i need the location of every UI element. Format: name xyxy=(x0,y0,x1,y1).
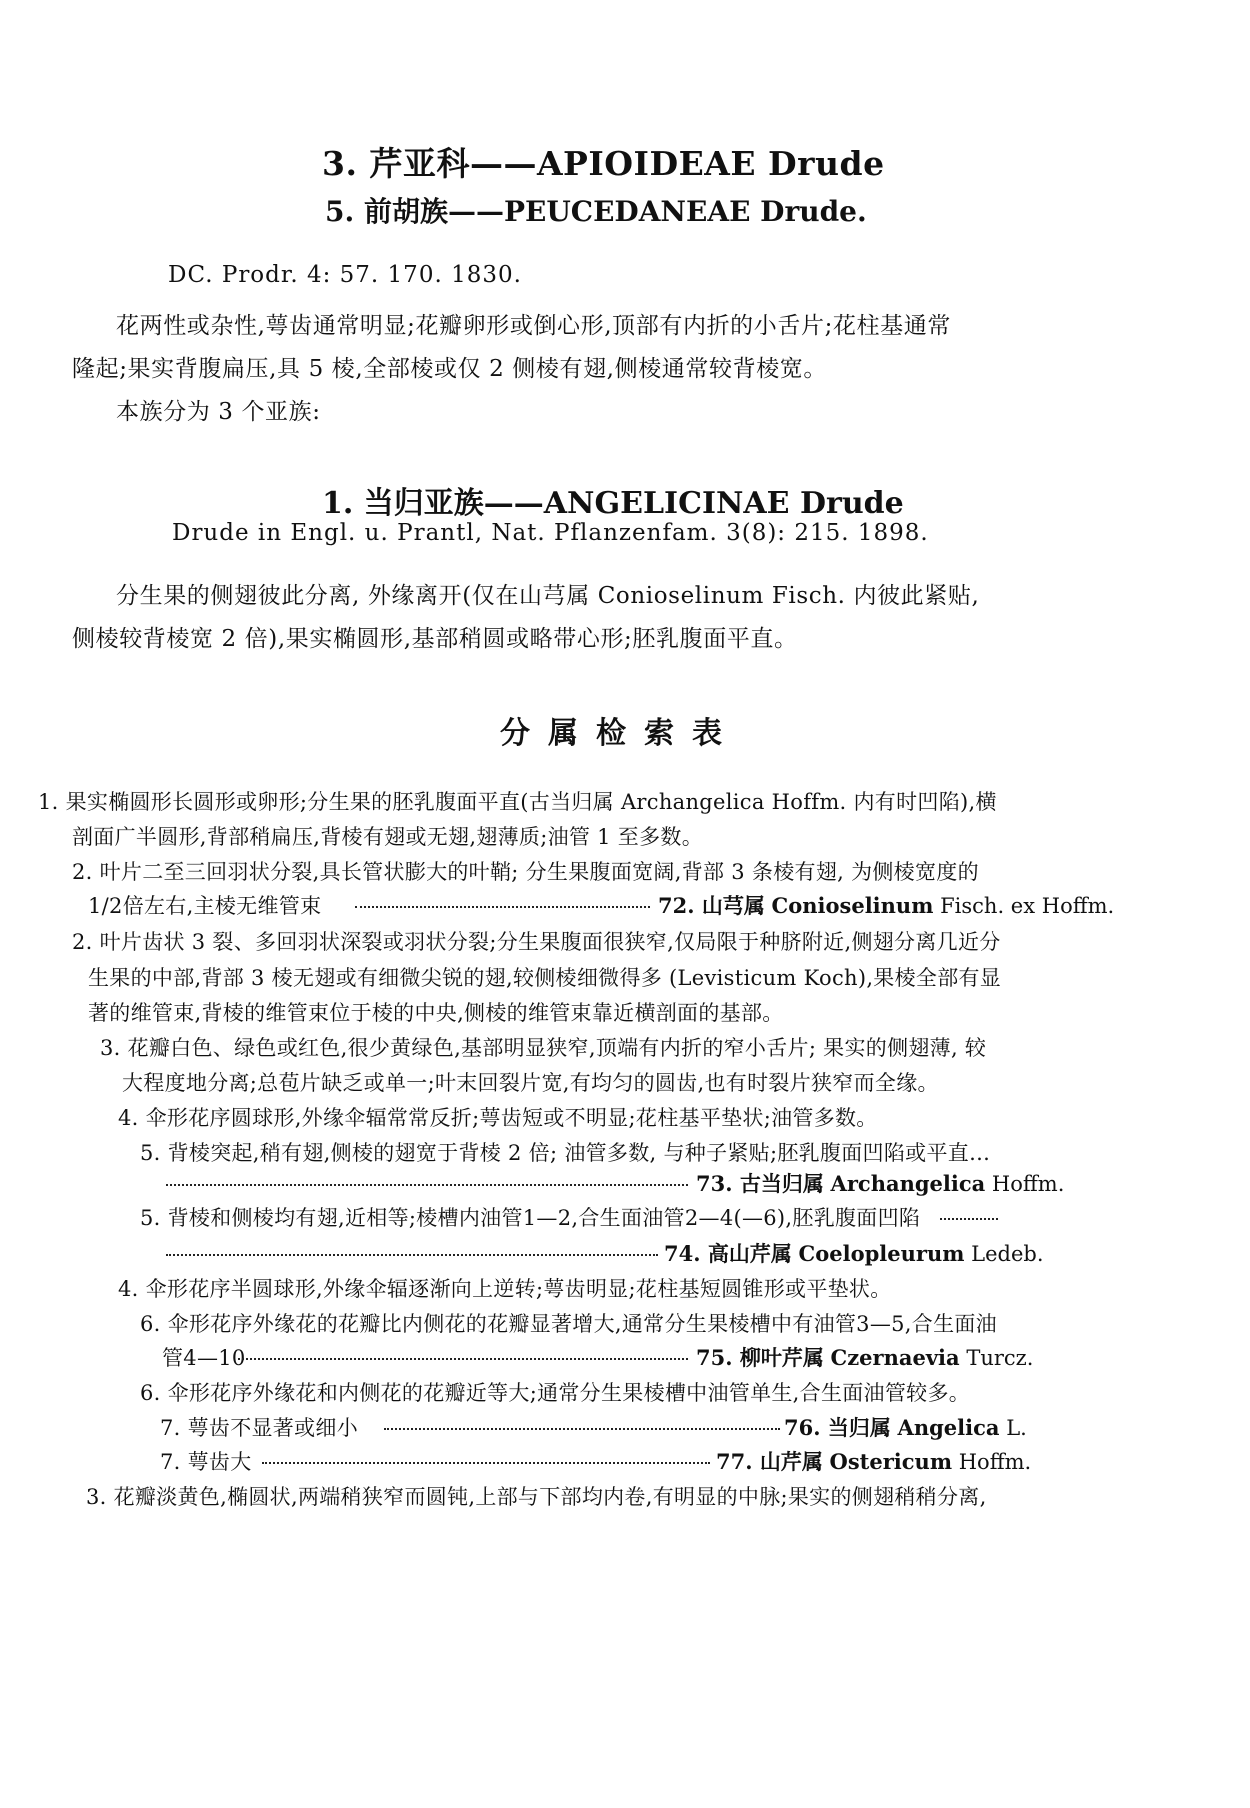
genus-number: 73. 古当归属 xyxy=(696,1171,824,1196)
key-line-1: 1. 果实椭圆形长圆形或卵形;分生果的胚乳腹面平直(古当归属 Archangelica Hoffm. 内有时凹陷),横 xyxy=(38,790,997,814)
genus-number: 72. 山芎属 xyxy=(658,893,765,918)
key-line-11: 5. 背棱突起,稍有翅,侧棱的翅宽于背棱 2 倍; 油管多数, 与种子紧贴;胚乳腹面凹陷或平直… xyxy=(140,1141,991,1165)
key-line-8: 3. 花瓣白色、绿色或红色,很少黄绿色,基部明显狭窄,顶端有内折的窄小舌片; 果实的侧翅薄, 较 xyxy=(100,1036,987,1060)
genus-latin: Ostericum xyxy=(829,1449,953,1474)
genus-73 xyxy=(696,1168,1064,1198)
leader-dots xyxy=(238,1358,688,1360)
genus-latin: Angelica xyxy=(897,1415,1000,1440)
key-line-19: 3. 花瓣淡黄色,椭圆状,两端稍狭窄而圆钝,上部与下部均内卷,有明显的中脉;果实的侧翅稍稍分离, xyxy=(86,1485,987,1509)
subtribe-description-line-2: 侧棱较背棱宽 2 倍),果实椭圆形,基部稍圆或略带心形;胚乳腹面平直。 xyxy=(72,626,798,652)
key-line-3: 2. 叶片二至三回羽状分裂,具长管状膨大的叶鞘; 分生果腹面宽阔,背部 3 条棱有翅, 为侧棱宽度的 xyxy=(72,860,979,884)
genus-74 xyxy=(664,1238,1044,1268)
genus-latin: Conioselinum xyxy=(771,893,934,918)
leader-dots xyxy=(166,1254,658,1256)
tribe-citation: DC. Prodr. 4: 57. 170. 1830. xyxy=(168,262,522,288)
genus-author: Turcz. xyxy=(966,1346,1034,1370)
key-line-4: 1/2倍左右,主棱无维管束 xyxy=(88,894,322,918)
genus-number: 77. 山芹属 xyxy=(716,1449,823,1474)
genus-latin: Archangelica xyxy=(830,1171,986,1196)
leader-dots xyxy=(940,1218,998,1220)
key-line-18: 7. 萼齿大 xyxy=(160,1450,252,1474)
key-line-6: 生果的中部,背部 3 棱无翅或有细微尖锐的翅,较侧棱细微得多 (Levisticum Koch),果棱全部有显 xyxy=(88,966,1002,990)
key-title: 分属检索表 xyxy=(500,716,740,751)
genus-latin: Czernaevia xyxy=(830,1345,960,1370)
genus-author: Hoffm. xyxy=(991,1172,1065,1196)
subtribe-heading: 1. 当归亚族——ANGELICINAE Drude xyxy=(322,486,904,521)
genus-author: L. xyxy=(1006,1416,1027,1440)
key-line-2: 剖面广半圆形,背部稍扁压,背棱有翅或无翅,翅薄质;油管 1 至多数。 xyxy=(72,825,704,849)
genus-77 xyxy=(716,1446,1031,1476)
key-line-13: 4. 伞形花序半圆球形,外缘伞辐逐渐向上逆转;萼齿明显;花柱基短圆锥形或平垫状。 xyxy=(118,1277,892,1301)
genus-author: Hoffm. xyxy=(958,1450,1032,1474)
key-line-17: 7. 萼齿不显著或细小 xyxy=(160,1416,359,1440)
tribe-description-line-1: 花两性或杂性,萼齿通常明显;花瓣卵形或倒心形,顶部有内折的小舌片;花柱基通常 xyxy=(116,313,951,339)
subtribe-description-line-1: 分生果的侧翅彼此分离, 外缘离开(仅在山芎属 Conioselinum Fisch. 内彼此紧贴, xyxy=(116,583,980,609)
leader-dots xyxy=(384,1428,780,1430)
key-line-15: 管4—10 xyxy=(162,1346,246,1370)
key-line-5: 2. 叶片齿状 3 裂、多回羽状深裂或羽状分裂;分生果腹面很狭窄,仅局限于种脐附近,侧翅分离几近分 xyxy=(72,930,1001,954)
genus-number: 75. 柳叶芹属 xyxy=(696,1345,824,1370)
key-line-12: 5. 背棱和侧棱均有翅,近相等;棱槽内油管1—2,合生面油管2—4(—6),胚乳腹面凹陷 xyxy=(140,1206,921,1230)
genus-72 xyxy=(658,890,1114,920)
tribe-description-line-2: 隆起;果实背腹扁压,具 5 棱,全部棱或仅 2 侧棱有翅,侧棱通常较背棱宽。 xyxy=(72,356,827,382)
tribe-heading: 5. 前胡族——PEUCEDANEAE Drude. xyxy=(325,195,867,228)
key-line-10: 4. 伞形花序圆球形,外缘伞辐常常反折;萼齿短或不明显;花柱基平垫状;油管多数。 xyxy=(118,1106,878,1130)
tribe-description-line-3: 本族分为 3 个亚族: xyxy=(116,399,321,425)
genus-75 xyxy=(696,1342,1033,1372)
key-line-9: 大程度地分离;总苞片缺乏或单一;叶末回裂片宽,有均匀的圆齿,也有时裂片狭窄而全缘。 xyxy=(122,1071,939,1095)
leader-dots xyxy=(355,906,650,908)
leader-dots xyxy=(262,1462,710,1464)
leader-dots xyxy=(166,1184,688,1186)
key-line-7: 著的维管束,背棱的维管束位于棱的中央,侧棱的维管束靠近横剖面的基部。 xyxy=(88,1001,784,1025)
key-line-16: 6. 伞形花序外缘花和内侧花的花瓣近等大;通常分生果棱槽中油管单生,合生面油管较多。 xyxy=(140,1381,971,1405)
genus-76 xyxy=(784,1412,1027,1442)
genus-number: 74. 高山芹属 xyxy=(664,1241,792,1266)
subfamily-heading: 3. 芹亚科——APIOIDEAE Drude xyxy=(322,144,885,183)
genus-latin: Coelopleurum xyxy=(798,1241,965,1266)
genus-author: Fisch. ex Hoffm. xyxy=(940,894,1115,918)
key-line-14: 6. 伞形花序外缘花的花瓣比内侧花的花瓣显著增大,通常分生果棱槽中有油管3—5,合生面油 xyxy=(140,1312,997,1336)
genus-author: Ledeb. xyxy=(971,1242,1044,1266)
subtribe-citation: Drude in Engl. u. Prantl, Nat. Pflanzenfam. 3(8): 215. 1898. xyxy=(172,520,929,546)
genus-number: 76. 当归属 xyxy=(784,1415,891,1440)
